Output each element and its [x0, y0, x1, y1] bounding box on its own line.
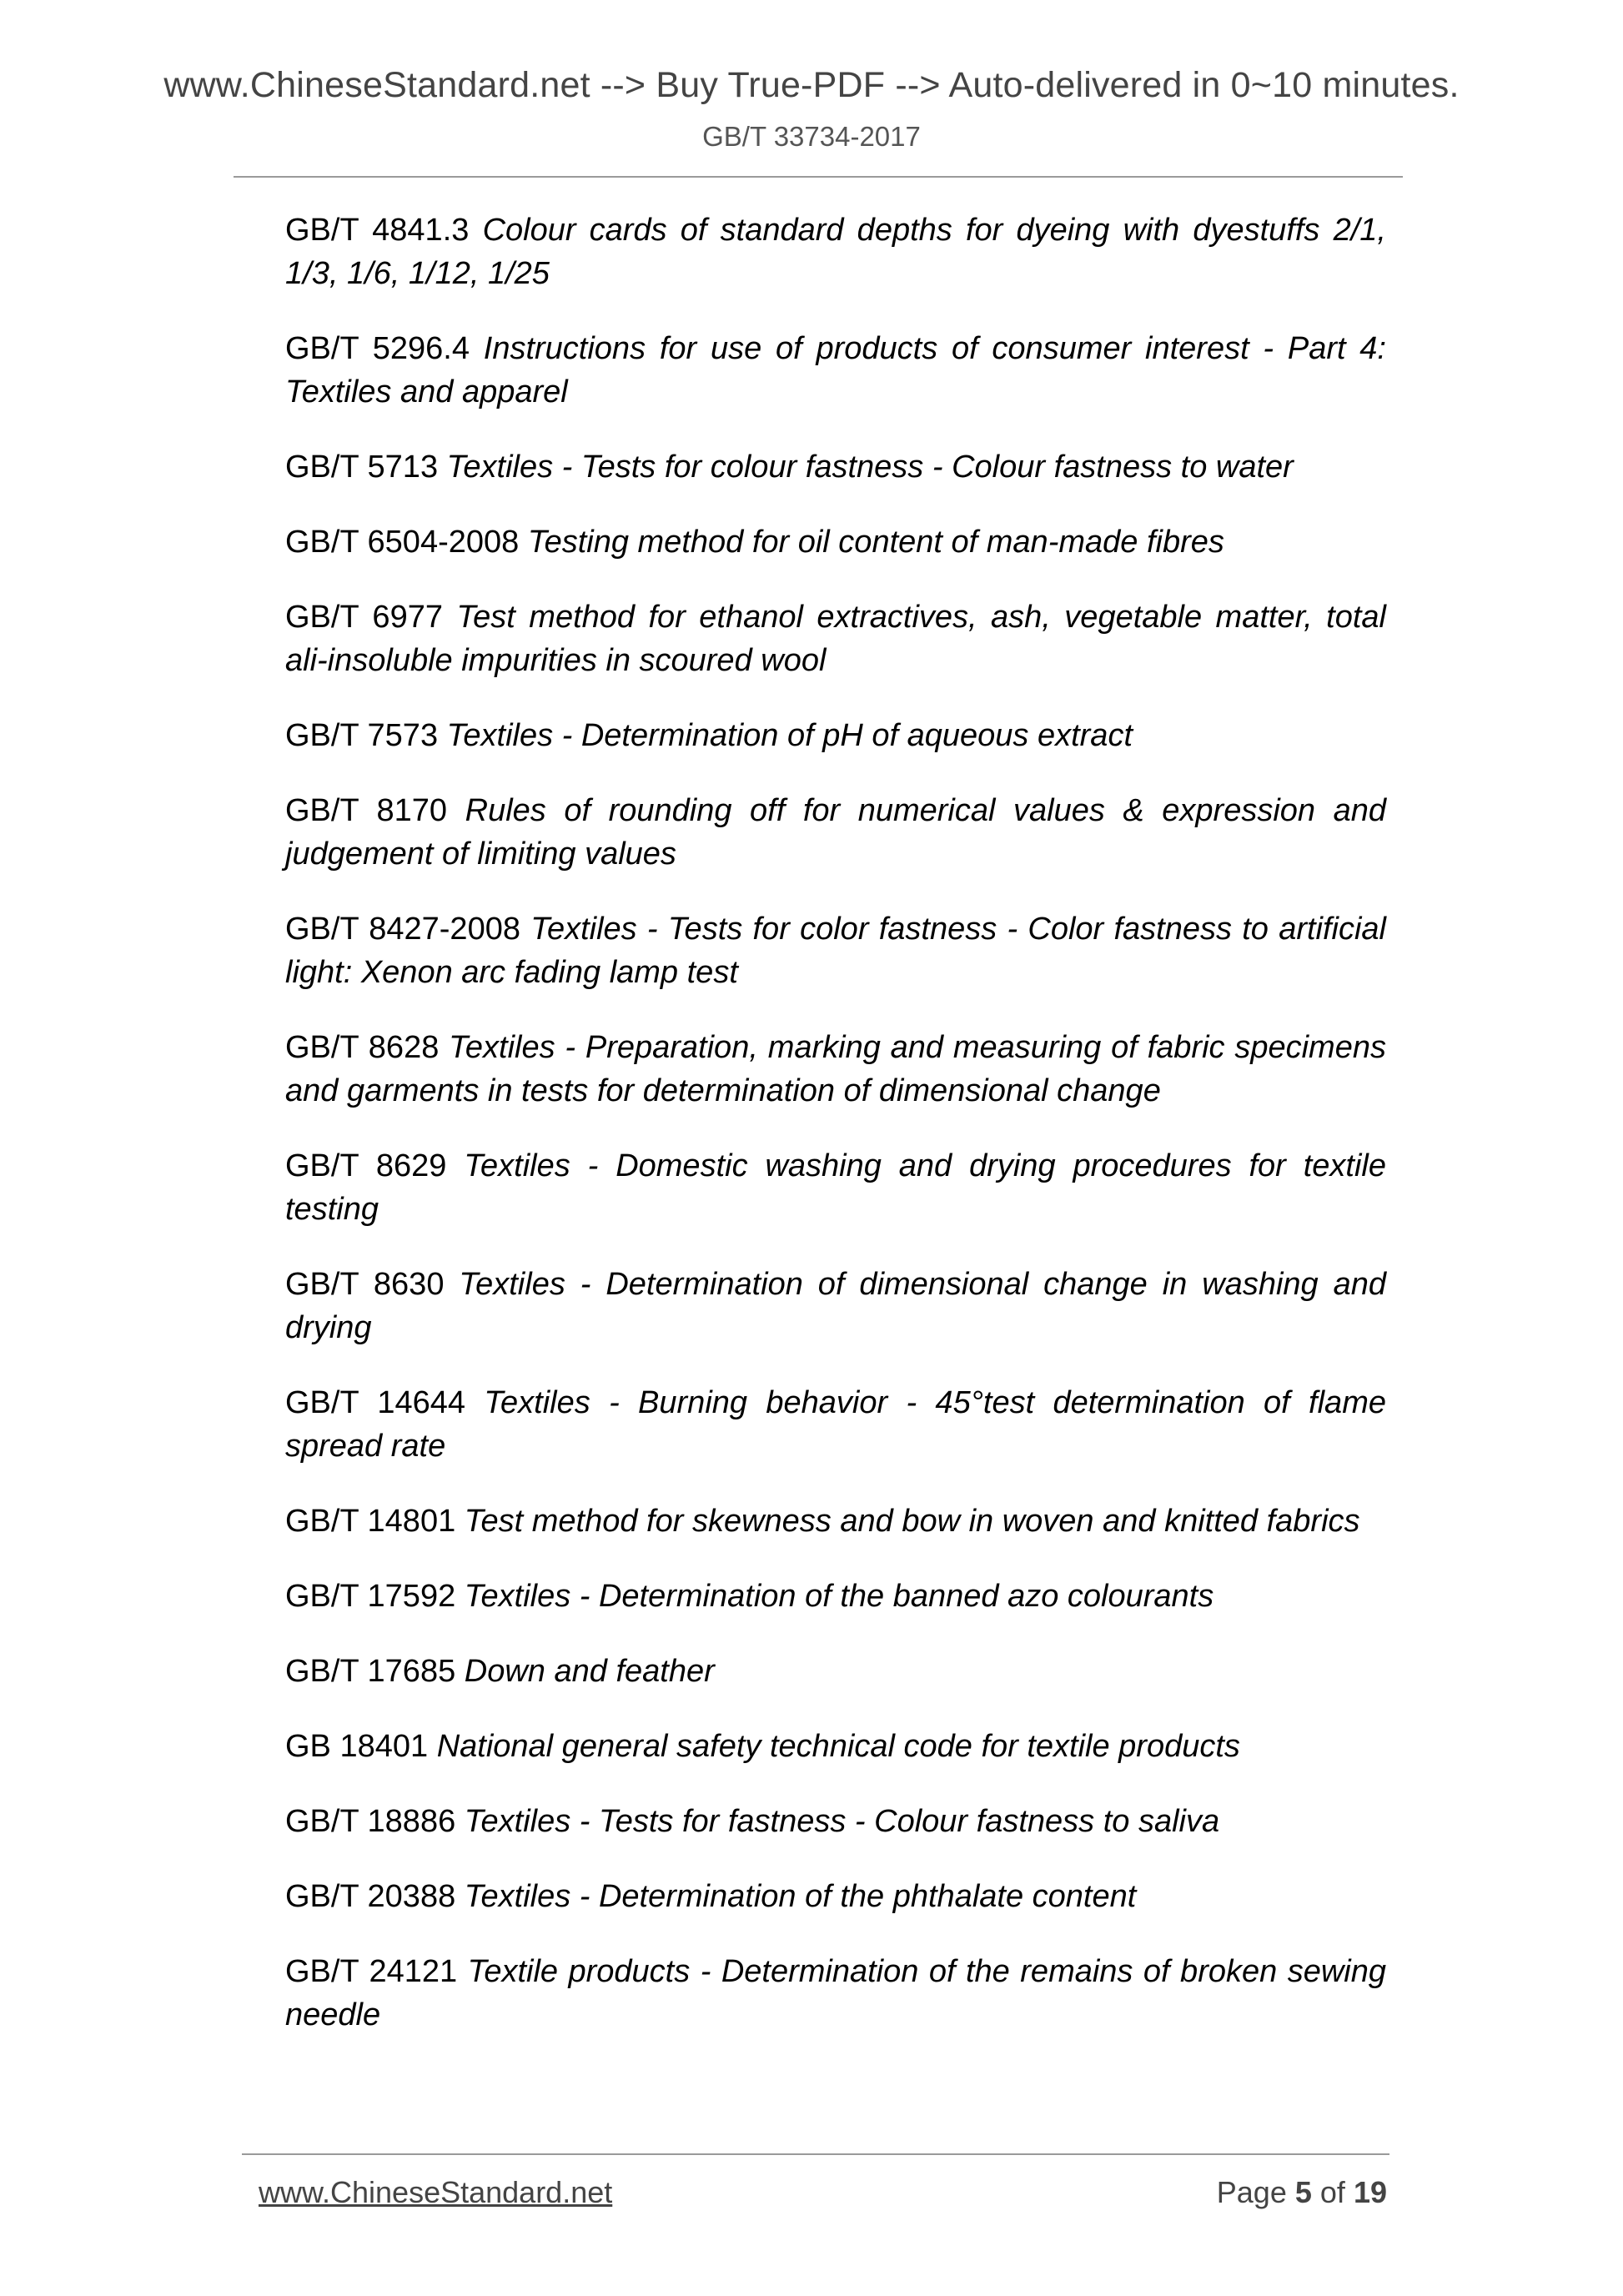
reference-item: [285, 1500, 1386, 1543]
page-current: 5: [1294, 2175, 1312, 2209]
reference-code: GB/T 17592: [285, 1579, 456, 1614]
reference-code: GB/T 8628: [285, 1030, 440, 1065]
reference-item: [285, 445, 1386, 489]
reference-item: [285, 1144, 1386, 1231]
reference-code: GB/T 8427-2008: [285, 912, 520, 947]
reference-item: [285, 789, 1386, 876]
reference-item: [285, 1263, 1386, 1349]
reference-code: GB/T 8629: [285, 1148, 447, 1183]
reference-code: GB/T 14644: [285, 1385, 465, 1420]
reference-item: [285, 1950, 1386, 2037]
document-id: GB/T 33734-2017: [702, 121, 921, 152]
reference-item: [285, 327, 1386, 414]
footer-divider: [242, 2153, 1389, 2155]
reference-code: GB 18401: [285, 1729, 429, 1764]
reference-title: Testing method for oil content of man-made fibres: [527, 525, 1224, 560]
reference-item: [285, 1725, 1386, 1768]
reference-title: Textiles - Burning behavior - 45°test determination of flame spread rate: [285, 1385, 1386, 1464]
reference-code: GB/T 17685: [285, 1654, 456, 1689]
reference-code: GB/T 5713: [285, 450, 439, 485]
reference-code: GB/T 8170: [285, 793, 448, 828]
reference-item: [285, 714, 1386, 757]
reference-item: [285, 208, 1386, 295]
reference-title: National general safety technical code for textile products: [436, 1729, 1240, 1764]
reference-title: Instructions for use of products of consumer interest - Part 4: Textiles and apparel: [285, 331, 1386, 409]
reference-code: GB/T 4841.3: [285, 213, 470, 248]
header-divider: [234, 176, 1403, 178]
reference-code: GB/T 18886: [285, 1804, 456, 1839]
reference-title: Rules of rounding off for numerical values & expression and judgement of limiting values: [285, 793, 1386, 872]
reference-code: GB/T 20388: [285, 1879, 456, 1914]
reference-title: Textiles - Determination of the phthalate content: [464, 1879, 1137, 1914]
reference-title: Textiles - Tests for color fastness - Color fastness to artificial light: Xenon arc fading lamp test: [285, 912, 1386, 990]
normative-references-list: [285, 208, 1386, 2068]
reference-title: Textiles - Domestic washing and drying procedures for textile testing: [285, 1148, 1386, 1227]
reference-title: Textiles - Tests for colour fastness - Colour fastness to water: [446, 450, 1294, 485]
page-of: of: [1319, 2175, 1345, 2209]
reference-code: GB/T 6977: [285, 600, 443, 635]
reference-title: Colour cards of standard depths for dyeing with dyestuffs 2/1, 1/3, 1/6, 1/12, 1/25: [285, 213, 1386, 291]
reference-item: [285, 1800, 1386, 1843]
reference-item: [285, 1381, 1386, 1468]
reference-code: GB/T 6504-2008: [285, 525, 520, 560]
reference-title: Textiles - Determination of dimensional change in washing and drying: [285, 1267, 1386, 1345]
reference-item: [285, 1026, 1386, 1113]
page-indicator: [1217, 2175, 1387, 2210]
reference-title: Textiles - Determination of the banned azo colourants: [464, 1579, 1214, 1614]
reference-code: GB/T 14801: [285, 1504, 456, 1539]
footer-website-link[interactable]: www.ChineseStandard.net: [259, 2175, 613, 2209]
page-total: 19: [1353, 2175, 1387, 2209]
reference-item: [285, 1575, 1386, 1618]
reference-item: [285, 595, 1386, 682]
reference-title: Textile products - Determination of the remains of broken sewing needle: [285, 1954, 1386, 2032]
reference-code: GB/T 24121: [285, 1954, 458, 1989]
reference-item: [285, 520, 1386, 564]
reference-code: GB/T 7573: [285, 718, 439, 753]
header-banner: www.ChineseStandard.net --> Buy True-PDF --> Auto-delivered in 0~10 minutes.: [163, 65, 1460, 105]
page-prefix: Page: [1216, 2175, 1287, 2209]
reference-item: [285, 1875, 1386, 1918]
reference-title: Textiles - Tests for fastness - Colour fastness to saliva: [464, 1804, 1220, 1839]
reference-code: GB/T 8630: [285, 1267, 445, 1302]
reference-title: Test method for ethanol extractives, ash, vegetable matter, total ali-insoluble impurities in scoured wool: [285, 600, 1386, 678]
reference-title: Textiles - Determination of pH of aqueous extract: [446, 718, 1133, 753]
reference-item: [285, 1650, 1386, 1693]
reference-item: [285, 907, 1386, 994]
reference-title: Test method for skewness and bow in woven and knitted fabrics: [464, 1504, 1360, 1539]
reference-title: Down and feather: [464, 1654, 715, 1689]
reference-code: GB/T 5296.4: [285, 331, 470, 366]
reference-title: Textiles - Preparation, marking and measuring of fabric specimens and garments in tests for determination of dimensional change: [285, 1030, 1386, 1108]
